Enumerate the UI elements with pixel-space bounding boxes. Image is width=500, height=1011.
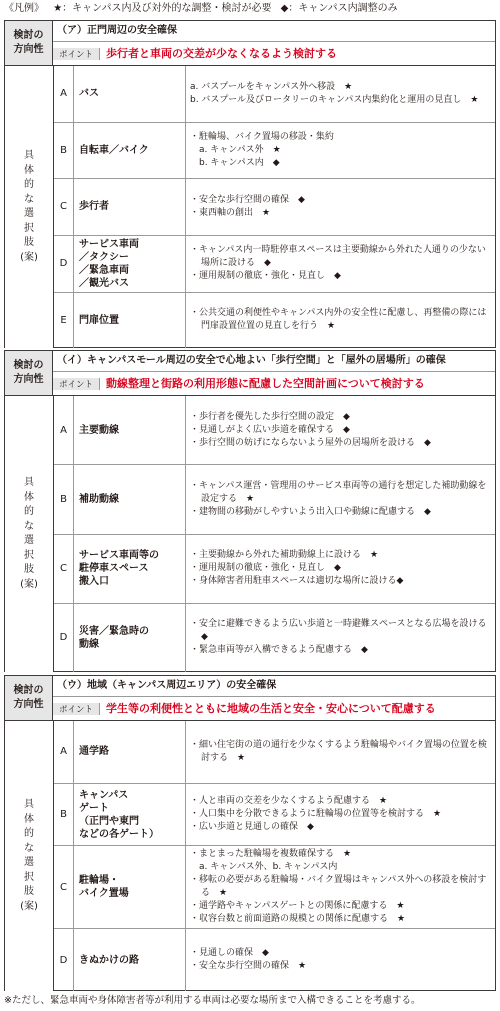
option-letter: A [54, 721, 74, 783]
option-item: ・歩行者を優先した歩行空間の設定 ◆ [190, 411, 350, 422]
options-label-char: 択 [24, 222, 34, 234]
legend [4, 2, 404, 16]
footnote: ※ただし、緊急車両や身体障害者等が利用する車両は必要な場所まで入構できることを考慮する。 [4, 995, 421, 1006]
option-item: a. キャンパス外、b. キャンパス内 [190, 862, 338, 873]
point-text: 学生等の利便性とともに地域の生活と安全・安心について配慮する [106, 702, 436, 715]
option-item: ・見通しの確保 ◆ [190, 948, 269, 959]
option-items [186, 604, 495, 672]
option-letter: B [54, 123, 74, 179]
direction-label [5, 676, 53, 720]
section-title: （ア）正門周辺の安全確保 [53, 21, 495, 42]
option-letter: C [54, 535, 74, 603]
options-label-char: 具 [24, 799, 34, 810]
option-category: サービス車両等の 駐停車スペース 搬入口 [74, 535, 186, 603]
direction-label-line: 検討の [13, 30, 44, 41]
option-row [54, 846, 495, 929]
option-category: 自転車／バイク [74, 123, 186, 179]
option-item: ・身体障害者用駐車スペースは適切な場所に設ける◆ [190, 576, 404, 587]
option-category: 歩行者 [74, 179, 186, 235]
options-label-char: 体 [24, 813, 34, 825]
option-items [186, 66, 495, 122]
point-row [53, 372, 495, 395]
option-items [186, 293, 495, 349]
options-label-char: (案) [20, 900, 38, 912]
option-item: a. キャンパス外 ★ [190, 144, 281, 155]
options-label-char: 肢 [24, 237, 34, 248]
option-letter: B [54, 465, 74, 533]
options-label-char: 的 [24, 506, 34, 517]
option-item: ・東西軸の創出 ★ [190, 207, 271, 218]
options-label-char: 的 [24, 179, 34, 190]
options-label-char: 選 [24, 208, 34, 219]
section-header [5, 351, 495, 396]
option-item: ・歩行空間の妨げにならないよう屋外の居場所を設ける ◆ [190, 437, 431, 448]
option-item: ・安全な歩行空間の確保 ◆ [190, 194, 305, 205]
option-items [186, 929, 495, 991]
option-row [54, 604, 495, 672]
option-letter: D [54, 929, 74, 991]
option-category: 通学路 [74, 721, 186, 783]
option-row [54, 721, 495, 784]
options-label-char: 肢 [24, 886, 34, 897]
option-row [54, 179, 495, 236]
option-letter: B [54, 784, 74, 846]
options-label [5, 721, 54, 991]
option-item: a. バスプールをキャンパス外へ移設 ★ [190, 81, 353, 92]
point-row [53, 697, 495, 720]
option-item: b. バスプール及びロータリーのキャンパス内集約化と運用の見直し ★ [190, 94, 479, 105]
direction-section [4, 675, 496, 991]
option-item: ・運用規制の徹底・強化・見直し ◆ [190, 271, 341, 281]
option-item: b. キャンパス内 ◆ [190, 157, 280, 168]
option-item: ・建物間の移動がしやすいよう出入口や動線に配慮する ◆ [190, 506, 431, 517]
option-item: ・キャンパス内一時駐停車スペースは主要動線から外れた人通りの少ない場所に設ける ◆ [190, 245, 486, 268]
section-header [5, 676, 495, 721]
direction-label-line: 方向性 [13, 699, 44, 710]
option-item: ・キャンパス運営・管理用のサービス車両等の通行を想定した補助動線を設定する ★ [190, 480, 487, 504]
options-label-char: 選 [24, 535, 34, 546]
section-title: （イ）キャンパスモール周辺の安全で心地よい「歩行空間」と「屋外の居場所」の確保 [53, 351, 495, 372]
direction-section [4, 20, 496, 348]
option-item: ・収容台数と前面道路の規模との関係に配慮する ★ [190, 914, 406, 925]
option-category: キャンパス ゲート （正門や東門 などの各ゲート） [74, 784, 186, 846]
option-items [186, 236, 495, 292]
option-category: サービス車両 ／タクシー ／緊急車両 ／観光バス [74, 236, 186, 292]
option-item: ・広い歩道と見通しの確保 ◆ [190, 822, 314, 832]
options-label [5, 66, 54, 348]
option-category: 災害／緊急時の 動線 [74, 604, 186, 672]
option-letter: C [54, 179, 74, 235]
option-items [186, 846, 495, 928]
option-items [186, 535, 495, 603]
options-label-char: な [24, 193, 34, 205]
option-row [54, 66, 495, 123]
option-category: きぬかけの路 [74, 929, 186, 991]
point-row [53, 42, 495, 65]
options-label-char: (案) [20, 251, 38, 263]
section-title: （ウ）地域（キャンパス周辺エリア）の安全確保 [53, 676, 495, 697]
option-row [54, 396, 495, 465]
option-item: ・安全に避難できるよう広い歩道と一時避難スペースとなる広場を設ける ◆ [190, 619, 496, 643]
point-text: 動線整理と街路の利用形態に配慮した空間計画について検討する [106, 377, 425, 390]
options-label-char: 肢 [24, 564, 34, 575]
option-item: ・緊急車両等が入構できるよう配慮する ◆ [190, 645, 368, 656]
point-label: ポイント [53, 48, 100, 60]
direction-label [5, 351, 53, 395]
direction-section [4, 350, 496, 672]
point-label: ポイント [53, 378, 100, 390]
legend-title: 《凡例》 [4, 3, 44, 14]
option-row [54, 123, 495, 180]
options-label-char: 体 [24, 491, 34, 503]
option-items [186, 784, 495, 846]
option-row [54, 293, 495, 349]
direction-label-line: 方向性 [13, 374, 44, 385]
option-category: 主要動線 [74, 396, 186, 464]
option-item: ・細い住宅街の道の通行を少なくするよう駐輪場やバイク置場の位置を検討する ★ [190, 739, 487, 763]
option-letter: A [54, 66, 74, 122]
option-items [186, 396, 495, 464]
options-label-char: 具 [24, 477, 34, 488]
option-row [54, 784, 495, 847]
options-label-char: な [24, 520, 34, 532]
direction-label-line: 検討の [13, 685, 44, 696]
option-category: 駐輪場・ バイク置場 [74, 846, 186, 928]
options-label-char: 択 [24, 549, 34, 561]
option-row [54, 236, 495, 293]
direction-label-line: 検討の [13, 360, 44, 371]
option-item: ・まとまった駐輪場を複数確保する ★ [190, 849, 352, 860]
option-row [54, 465, 495, 534]
option-items [186, 721, 495, 783]
direction-label [5, 21, 53, 65]
section-header [5, 21, 495, 66]
point-text: 歩行者と車両の交差が少なくなるよう検討する [106, 47, 338, 60]
option-item: ・公共交通の利便性やキャンパス内外の安全性に配慮し、再整備の際には門扉設置位置の見直しを行う ★ [190, 308, 487, 332]
options-label-char: 体 [24, 164, 34, 176]
options-label-char: な [24, 842, 34, 854]
option-category: 門扉位置 [74, 293, 186, 349]
option-item: ・安全な歩行空間の確保 ★ [190, 961, 307, 972]
options-label-char: (案) [20, 578, 38, 590]
option-letter: E [54, 293, 74, 349]
option-letter: C [54, 846, 74, 928]
option-item: ・通学路やキャンパスゲートとの関係に配慮する ★ [190, 901, 405, 912]
option-item: ・駐輪場、バイク置場の移設・集約 [190, 131, 334, 142]
option-item: ・運用規制の徹底・強化・見直し ◆ [190, 563, 341, 574]
option-category: バス [74, 66, 186, 122]
options-label-char: 選 [24, 857, 34, 868]
option-letter: A [54, 396, 74, 464]
option-item: ・人口集中を分散できるように駐輪場の位置等を検討する ★ [190, 809, 442, 819]
options-label-char: 具 [24, 150, 34, 161]
option-item: ・主要動線から外れた補助動線上に設ける ★ [190, 550, 379, 561]
option-items [186, 123, 495, 179]
legend-diamond: ◆：キャンパス内調整のみ [280, 3, 398, 14]
options-label-char: 択 [24, 871, 34, 883]
legend-star: ★：キャンパス内及び対外的な調整・検討が必要 [53, 3, 272, 14]
option-row [54, 535, 495, 604]
direction-label-line: 方向性 [13, 44, 44, 55]
option-letter: D [54, 236, 74, 292]
point-label: ポイント [53, 703, 100, 715]
option-item: ・人と車両の交差を少なくするよう配慮する ★ [190, 796, 388, 806]
option-row [54, 929, 495, 991]
option-category: 補助動線 [74, 465, 186, 533]
option-items [186, 465, 495, 533]
options-label [5, 396, 54, 672]
option-letter: D [54, 604, 74, 672]
option-items [186, 179, 495, 235]
option-item: ・見通しがよく広い歩道を確保する ◆ [190, 424, 350, 435]
options-label-char: 的 [24, 828, 34, 839]
option-item: ・移転の必要がある駐輪場・バイク置場はキャンパス外への移設を検討する ★ [190, 875, 487, 899]
